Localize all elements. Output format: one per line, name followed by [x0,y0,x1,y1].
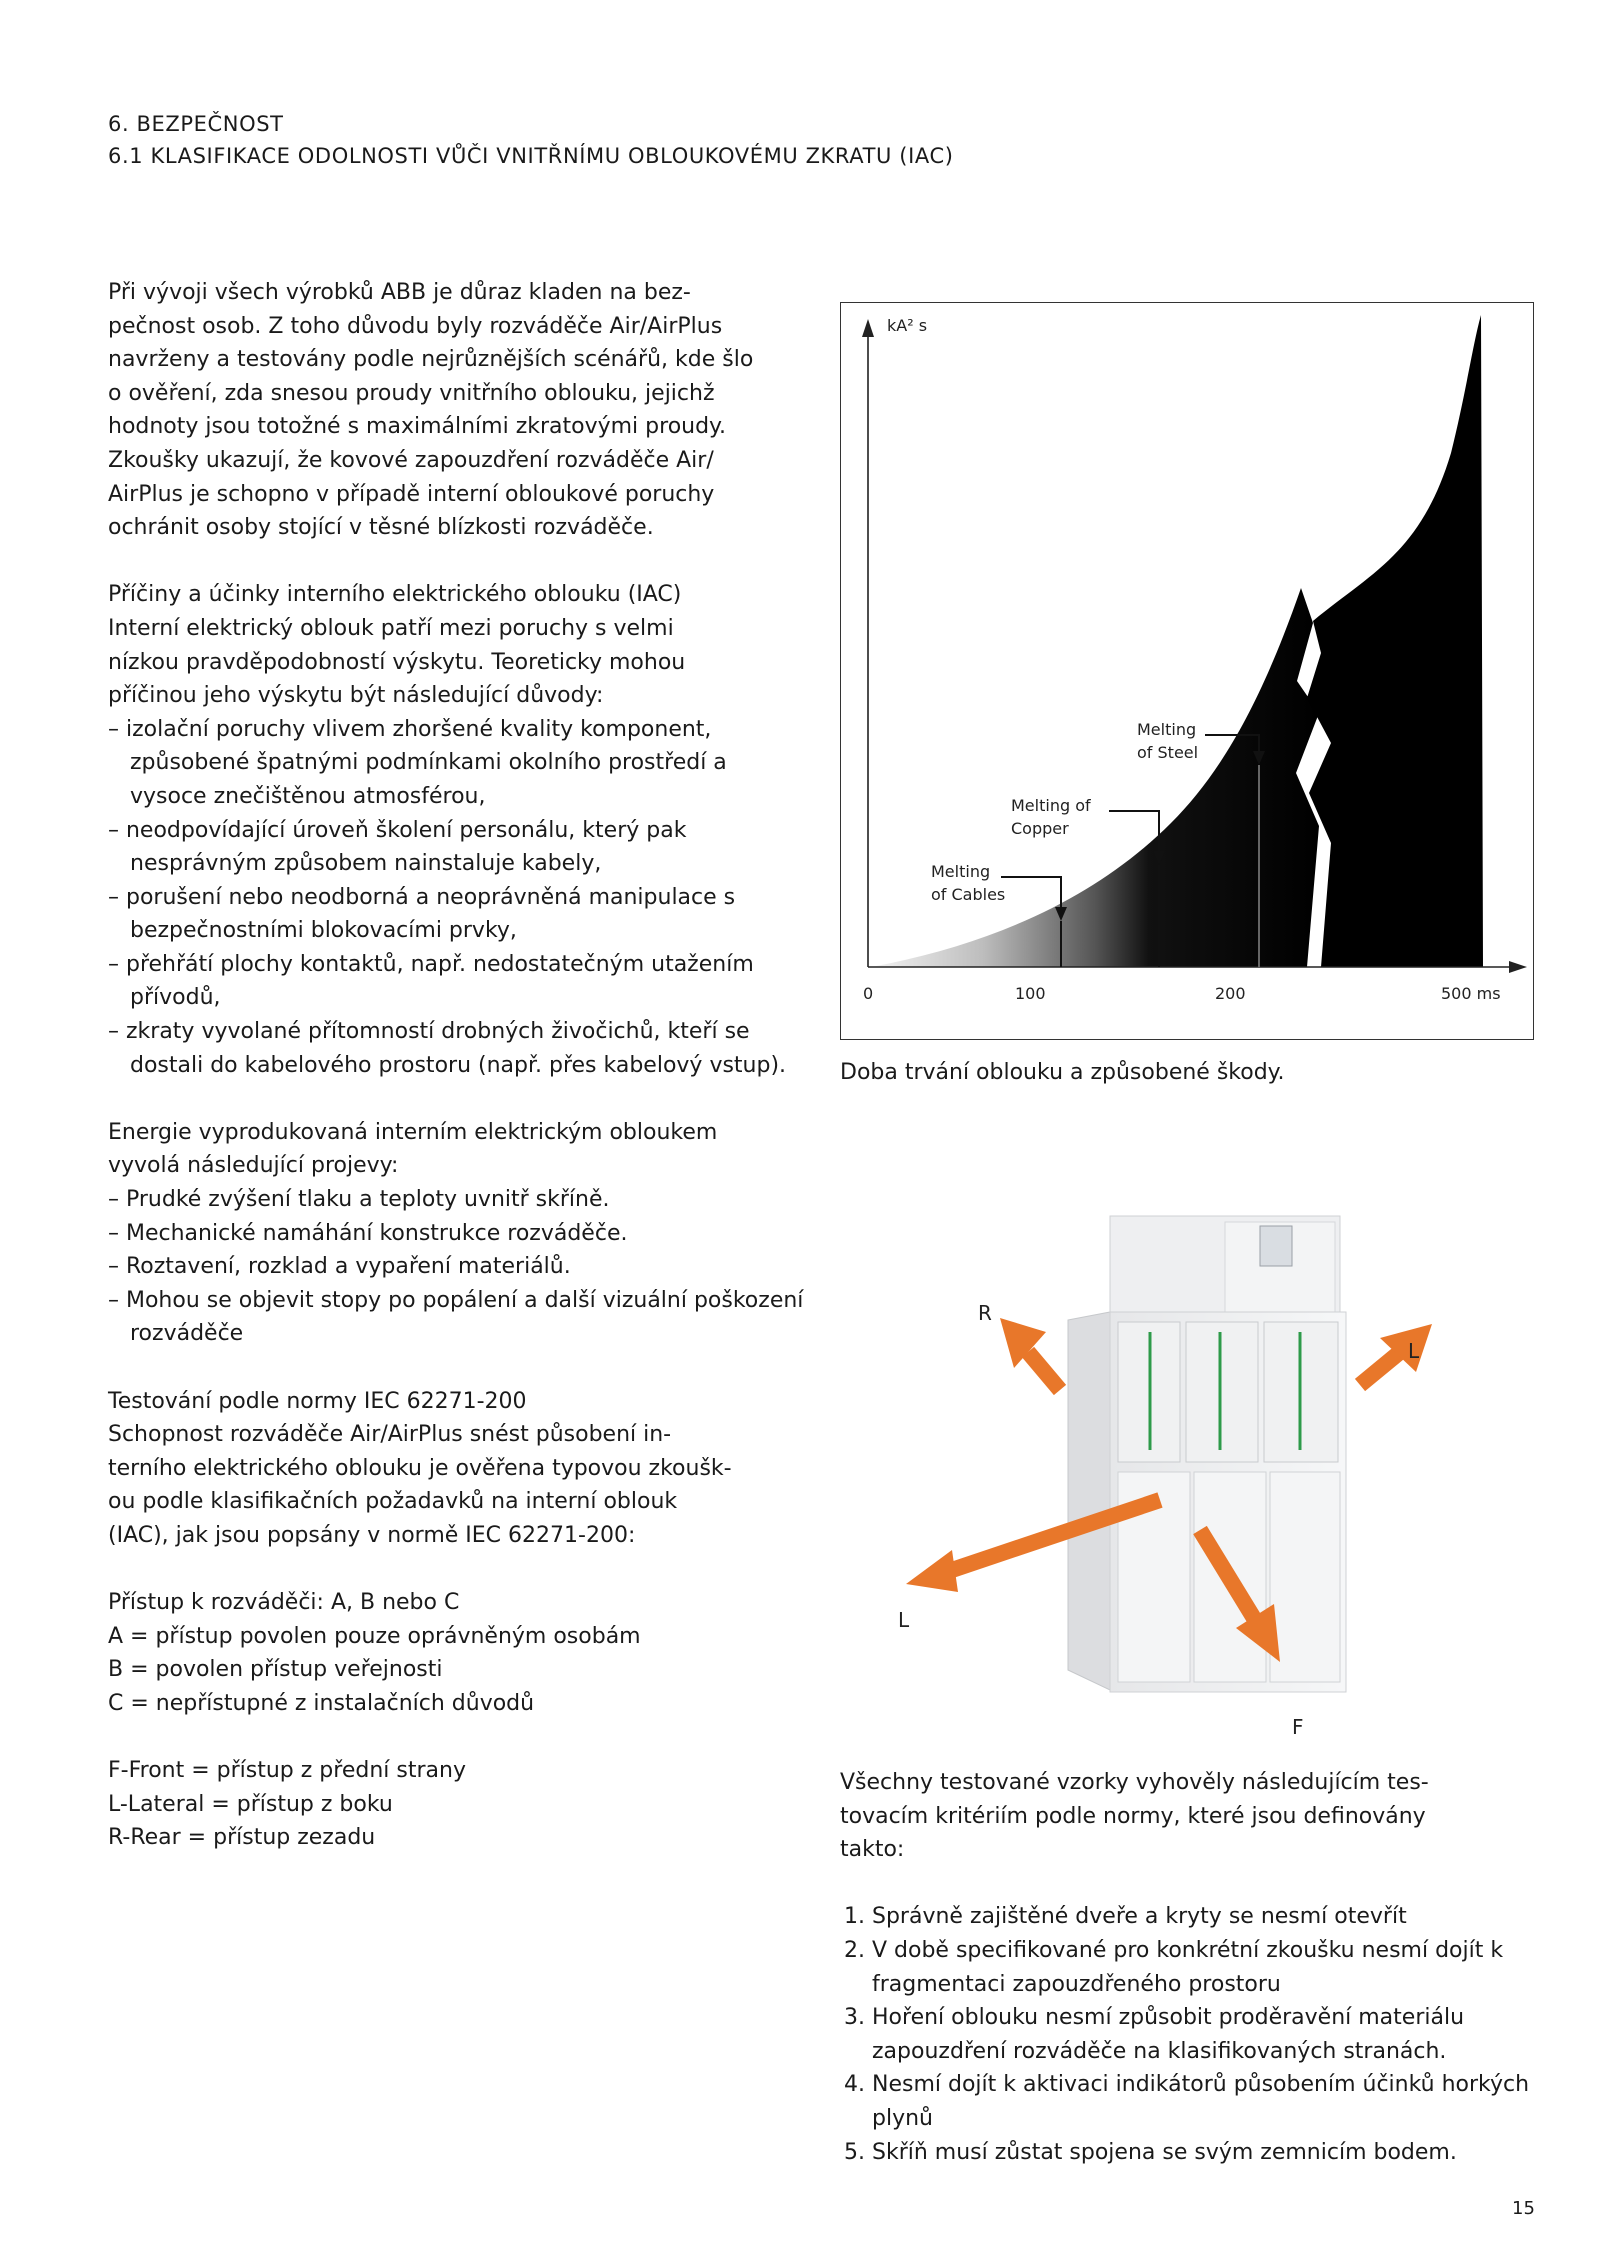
area-high-region [1307,315,1483,967]
list-item: – neodpovídající úroveň školení personálu, který pak nesprávným způsobem nainstaluje kabely, [108,817,687,877]
label-lateral-left: L [898,1608,910,1632]
list-item: – Roztavení, rozklad a vypaření materiálů. [108,1254,571,1280]
right-column [840,1766,1540,2169]
access-line: C = nepřístupné z instalačních důvodů [108,1690,535,1716]
annotation-text: Copper [1011,819,1069,838]
intro-line: Zkoušky ukazují, že kovové zapouzdření rozváděče Air/ [108,447,714,473]
y-axis-arrow [862,319,874,337]
chart-svg [841,303,1535,1041]
list-item: – Mohou se objevit stopy po popálení a další vizuální poškození rozváděče [108,1287,804,1347]
access-line: A = přístup povolen pouze oprávněným osobám [108,1623,641,1649]
annotation-leader [1001,877,1061,911]
causes-heading: Příčiny a účinky interního elektrického oblouku (IAC) [108,582,682,608]
intro-line: navrženy a testovány podle nejrůznějších scénářů, kde šlo [108,347,754,373]
subsection-title: 6.1 KLASIFIKACE ODOLNOSTI VŮČI VNITŘNÍMU OBLOUKOVÉMU ZKRATU (IAC) [108,144,954,168]
area-low-region [871,588,1319,967]
chart-caption: Doba trvání oblouku a způsobené škody. [840,1060,1285,1085]
x-tick-label: 500 ms [1441,984,1501,1003]
annotation-text: Melting [1137,720,1197,739]
label-rear: R [978,1301,992,1325]
intro-paragraph [108,276,808,545]
energy-line: vyvolá následující projevy: [108,1153,399,1179]
list-item: – přehřátí plochy kontaktů, např. nedostatečným utažením přívodů, [108,951,754,1011]
testing-line: terního elektrického oblouku je ověřena typovou zkoušk- [108,1455,732,1481]
criteria-intro-line: Všechny testované vzorky vyhověly následujícím tes- [840,1770,1429,1795]
x-tick-label: 200 [1215,984,1246,1003]
annotation-text: Melting [931,862,991,881]
causes-section [108,578,808,1082]
criteria-intro [840,1766,1540,1867]
intro-line: hodnoty jsou totožné s maximálními zkratovými proudy. [108,414,726,440]
list-item: 4. Nesmí dojít k aktivaci indikátorů působením účinků horkých plynů [872,2068,1540,2135]
x-axis-arrow [1509,961,1527,973]
relay-display [1260,1226,1292,1266]
page-number: 15 [1512,2198,1535,2219]
testing-line: Schopnost rozváděče Air/AirPlus snést působení in- [108,1422,672,1448]
criteria-list [840,1900,1540,2169]
switchgear-photo [860,1200,1540,1760]
list-item: 5. Skříň musí zůstat spojena se svým zemnicím bodem. [872,2136,1540,2170]
list-item: – Prudké zvýšení tlaku a teploty uvnitř skříně. [108,1187,610,1213]
causes-line: Interní elektrický oblouk patří mezi poruchy s velmi [108,615,674,641]
testing-heading: Testování podle normy IEC 62271-200 [108,1388,527,1414]
testing-section [108,1385,808,1855]
arrow-rear [1000,1318,1060,1390]
y-axis-label: kA² s [887,316,928,335]
intro-line: o ověření, zda snesou proudy vnitřního oblouku, jejichž [108,380,715,406]
annotation-text: of Cables [931,885,1006,904]
side-line: L-Lateral = přístup z boku [108,1791,393,1817]
page-header [108,108,954,172]
energy-section [108,1116,808,1351]
testing-line: ou podle klasifikačních požadavků na interní oblouk [108,1489,678,1515]
lower-door-3 [1270,1472,1340,1682]
intro-line: pečnost osob. Z toho důvodu byly rozváděče Air/AirPlus [108,313,723,339]
causes-line: příčinou jeho výskytu být následující důvody: [108,683,604,709]
testing-line: (IAC), jak jsou popsány v normě IEC 62271-200: [108,1522,636,1548]
annotation-text: of Steel [1137,743,1199,762]
annotation-text: Melting of [1011,796,1091,815]
list-item: – porušení nebo neodborná a neoprávněná manipulace s bezpečnostními blokovacími prvky, [108,884,736,944]
front-panel-2 [1186,1322,1258,1462]
side-line: F-Front = přístup z přední strany [108,1758,466,1784]
side-line: R-Rear = přístup zezadu [108,1825,376,1851]
list-item: 3. Hoření oblouku nesmí způsobit proděravění materiálu zapouzdření rozváděče na klasifikovaných stranách. [872,2001,1540,2068]
intro-line: Při vývoji všech výrobků ABB je důraz kladen na bez- [108,280,691,305]
switchgear-illustration [860,1200,1540,1760]
arc-duration-chart [840,302,1534,1040]
criteria-intro-line: takto: [840,1837,905,1863]
list-item: – Mechanické namáhání konstrukce rozváděče. [108,1220,628,1246]
arrow-lateral-right [1360,1324,1432,1385]
access-line: Přístup k rozváděči: A, B nebo C [108,1590,460,1616]
access-line: B = povolen přístup veřejnosti [108,1657,443,1683]
list-item: 2. V době specifikované pro konkrétní zkoušku nesmí dojít k fragmentaci zapouzdřeného prostoru [872,1934,1540,2001]
label-front: F [1292,1715,1304,1739]
list-item: – zkraty vyvolané přítomností drobných živočichů, kteří se dostali do kabelového prostoru (např. přes kabelový vstup). [108,1019,787,1078]
intro-line: ochránit osoby stojící v těsné blízkosti rozváděče. [108,515,654,541]
causes-line: nízkou pravděpodobností výskytu. Teoreticky mohou [108,649,686,675]
list-item: 1. Správně zajištěné dveře a kryty se nesmí otevřít [872,1900,1540,1934]
intro-line: AirPlus je schopno v případě interní obloukové poruchy [108,481,715,507]
label-lateral-right: L [1408,1339,1420,1363]
list-item: – izolační poruchy vlivem zhoršené kvality komponent, způsobené špatnými podmínkami okolního prostředí a vysoce znečištěnou atmosférou, [108,716,727,809]
x-tick-label: 0 [863,984,874,1003]
criteria-intro-line: tovacím kritériím podle normy, které jsou definovány [840,1803,1426,1829]
side-panel [1068,1312,1110,1690]
energy-line: Energie vyprodukovaná interním elektrickým obloukem [108,1119,718,1145]
x-tick-label: 100 [1015,984,1046,1003]
left-column [108,276,808,1855]
section-title: 6. BEZPEČNOST [108,112,284,136]
